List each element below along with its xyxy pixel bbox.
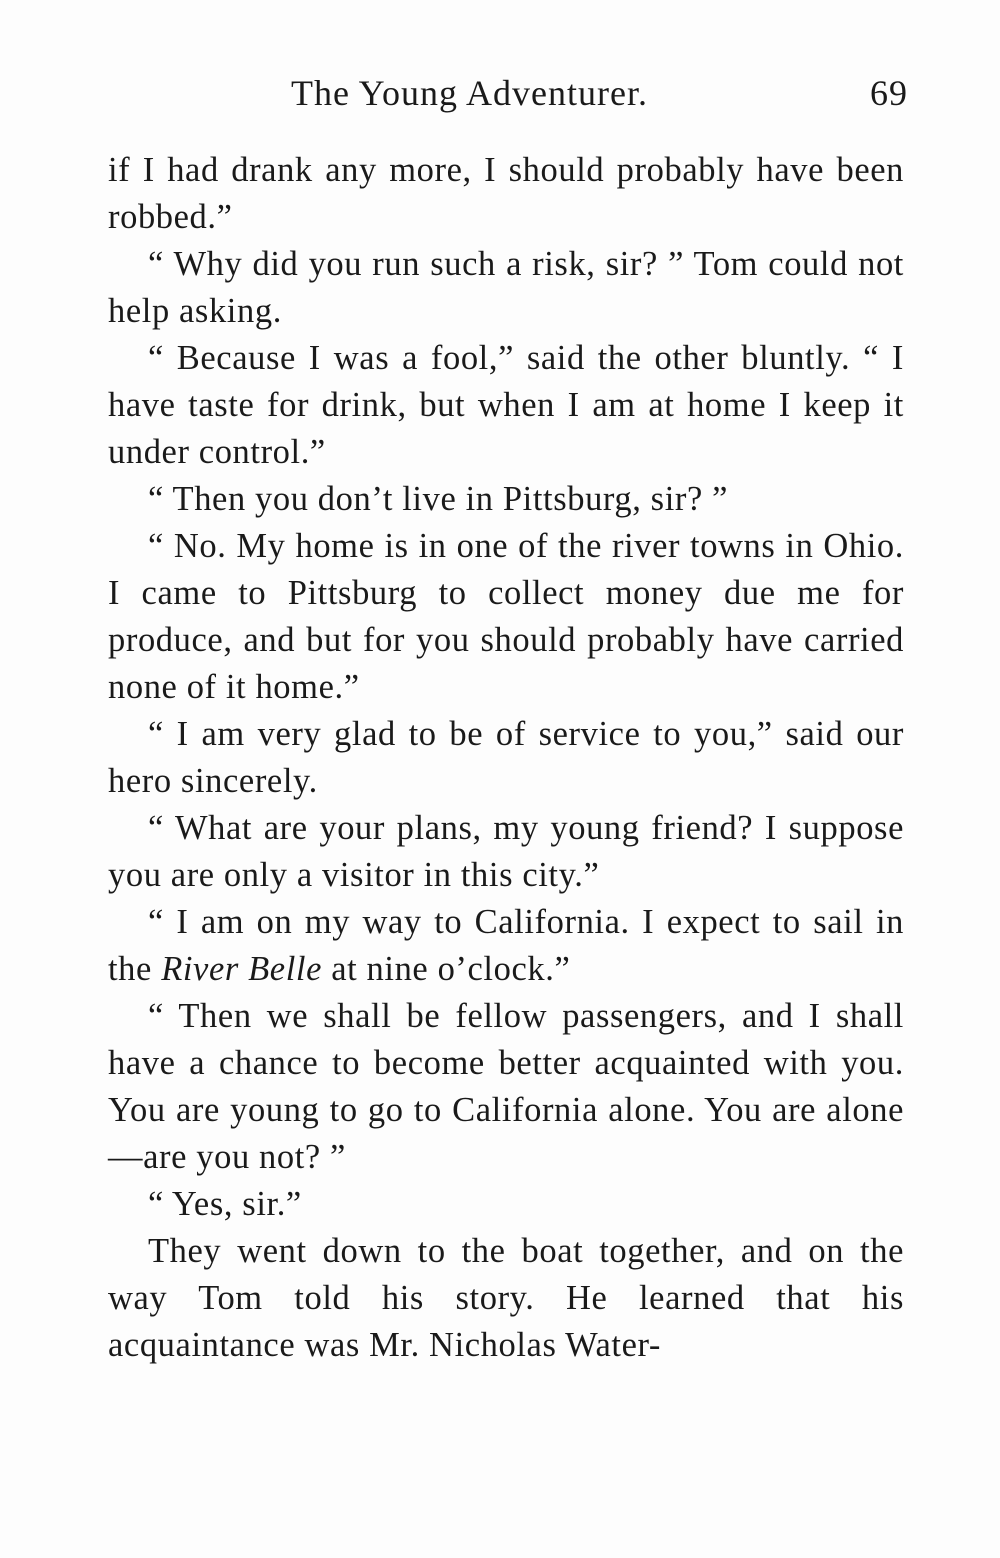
paragraph-10: “ Yes, sir.” bbox=[148, 1185, 302, 1223]
paragraph-3: “ Because I was a fool,” said the other bluntly. “ I have taste for drink, but when I am at home I keep it under control.” bbox=[108, 339, 904, 471]
paragraph-2: “ Why did you run such a risk, sir? ” Tom could not help asking. bbox=[108, 245, 904, 330]
page-number: 69 bbox=[870, 73, 908, 113]
paragraph-1: if I had drank any more, I should probably have been robbed.” bbox=[108, 151, 904, 236]
boat-name: River Belle bbox=[161, 950, 322, 988]
paragraph-4: “ Then you don’t live in Pittsburg, sir? ” bbox=[148, 480, 729, 518]
paragraph-8-after: at nine o’clock.” bbox=[322, 950, 571, 988]
running-head bbox=[108, 72, 908, 122]
paragraph-7: “ What are your plans, my young friend? I suppose you are only a visitor in this city.” bbox=[108, 809, 904, 894]
paragraph-8-before: “ I am on my way to California. I expect to sail in the bbox=[108, 903, 904, 988]
paragraph-9: “ Then we shall be fellow passengers, and I shall have a chance to become better acquainted with you. You are young to go to California alone. You are alone—are you not? ” bbox=[108, 997, 904, 1176]
paragraph-8 bbox=[108, 899, 904, 993]
paragraph-5: “ No. My home is in one of the river towns in Ohio. I came to Pittsburg to collect money due me for produce, and but for you should probably have carried none of it home.” bbox=[108, 527, 904, 706]
paragraph-11: They went down to the boat together, and on the way Tom told his story. He learned that his acquaintance was Mr. Nicholas Water- bbox=[108, 1232, 904, 1364]
body-text bbox=[108, 147, 904, 1369]
paragraph-6: “ I am very glad to be of service to you,” said our hero sincerely. bbox=[108, 715, 904, 800]
running-title: The Young Adventurer. bbox=[291, 73, 648, 113]
